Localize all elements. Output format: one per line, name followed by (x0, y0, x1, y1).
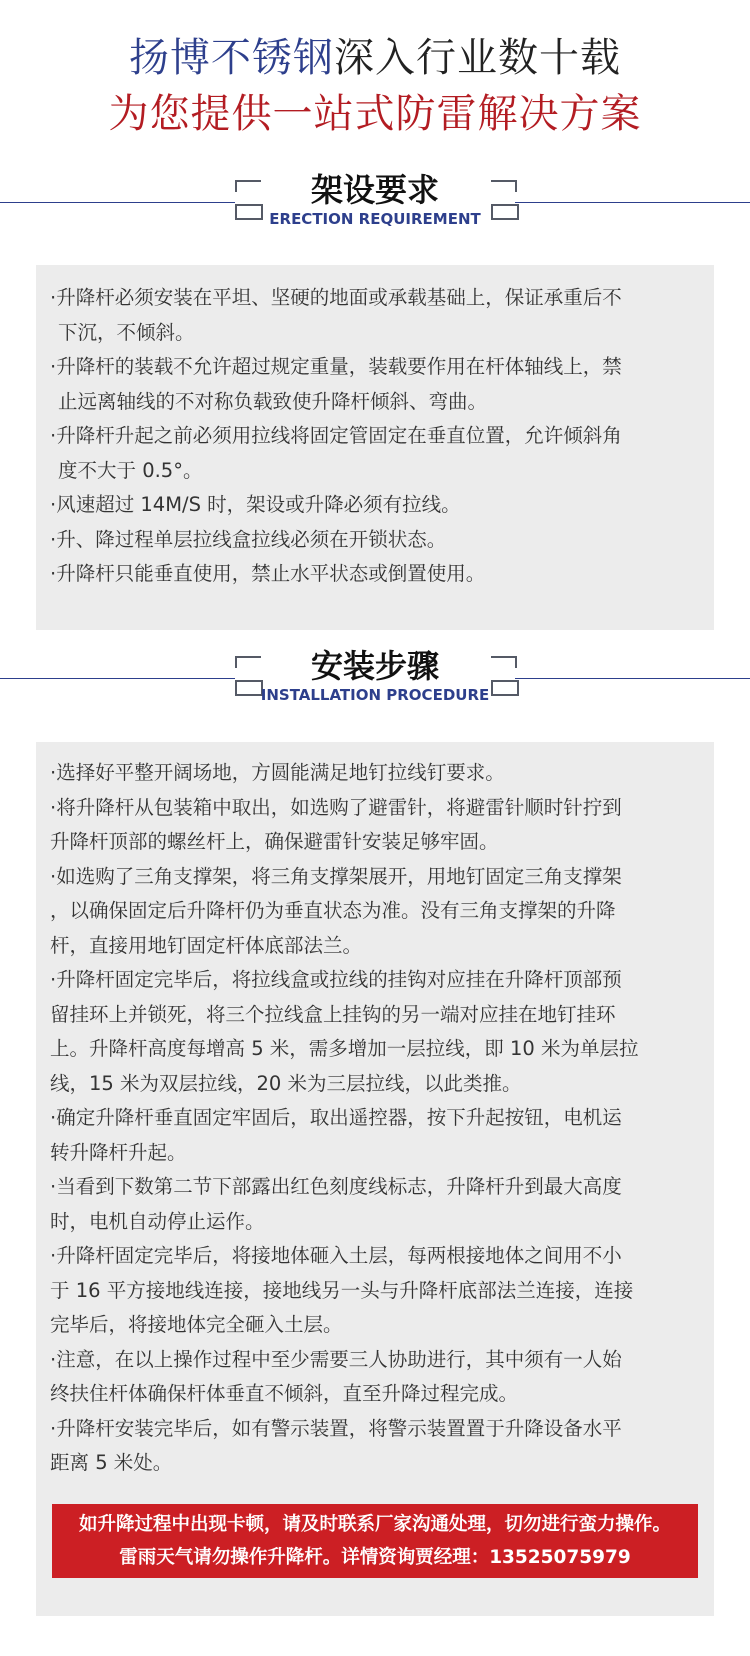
text-line: 时，电机自动停止运作。 (50, 1209, 265, 1233)
text-line: 上。升降杆高度每增高 5 米，需多增加一层拉线，即 10 米为单层拉 (50, 1037, 639, 1060)
section-title-installation (0, 648, 750, 708)
text-line: ·注意，在以上操作过程中至少需要三人协助进行，其中须有一人始 (50, 1347, 622, 1371)
warning-banner (52, 1504, 698, 1578)
text-line: ·升降杆固定完毕后，将接地体砸入土层，每两根接地体之间用不小 (50, 1244, 622, 1267)
list-item-text: ·升降杆的装载不允许超过规定重量，装载要作用在杆体轴线上，禁 (50, 355, 622, 378)
text-line: 完毕后，将接地体完全砸入土层。 (50, 1313, 343, 1336)
headline-1 (0, 30, 750, 86)
list-item-continuation: 止远离轴线的不对称负载致使升降杆倾斜、弯曲。 (58, 389, 488, 413)
text-line: 留挂环上并锁死，将三个拉线盒上挂钩的另一端对应挂在地钉挂环 (50, 1002, 616, 1026)
text-line: 线，15 米为双层拉线，20 米为三层拉线，以此类推。 (50, 1071, 522, 1095)
section-title-erection (0, 172, 750, 232)
installation-panel (36, 742, 714, 1616)
text-line: ·升降杆固定完毕后，将拉线盒或拉线的挂钩对应挂在升降杆顶部预 (50, 968, 622, 991)
text-line: 杆，直接用地钉固定杆体底部法兰。 (50, 933, 363, 957)
text-line: 终扶住杆体确保杆体垂直不倾斜，直至升降过程完成。 (50, 1382, 519, 1405)
warning-line-1: 如升降过程中出现卡顿，请及时联系厂家沟通处理，切勿进行蛮力操作。 (78, 1514, 671, 1535)
brand-name: 扬博不锈钢 (129, 35, 334, 81)
list-item (50, 488, 696, 523)
section-title-en: INSTALLATION PROCEDURE (260, 686, 490, 704)
text-line: ·将升降杆从包装箱中取出，如选购了避雷针，将避雷针顺时针拧到 (50, 795, 622, 819)
list-item (50, 281, 696, 350)
text-line: 升降杆顶部的螺丝杆上，确保避雷针安装足够牢固。 (50, 830, 499, 853)
text-line: ·确定升降杆垂直固定牢固后，取出遥控器，按下升起按钮，电机运 (50, 1106, 622, 1129)
text-line: ，以确保固定后升降杆仍为垂直状态为准。没有三角支撑架的升降 (50, 899, 616, 922)
section-title-cn: 架设要求 (310, 171, 439, 209)
list-item (50, 523, 696, 558)
list-item-text: ·升、降过程单层拉线盒拉线必须在开锁状态。 (50, 527, 447, 551)
section-title-en: ERECTION REQUIREMENT (269, 210, 481, 228)
list-item-text: ·升降杆升起之前必须用拉线将固定管固定在垂直位置，允许倾斜角 (50, 424, 622, 447)
headline-2: 为您提供一站式防雷解决方案 (108, 91, 642, 137)
text-line: ·升降杆安装完毕后，如有警示装置，将警示装置置于升降设备水平 (50, 1416, 622, 1440)
warning-line-2: 雷雨天气请勿操作升降杆。详情资询贾经理：13525075979 (119, 1547, 631, 1568)
list-item (50, 557, 696, 592)
list-item-continuation: 度不大于 0.5°。 (58, 458, 203, 482)
text-line: 转升降杆升起。 (50, 1140, 187, 1164)
installation-list (50, 756, 698, 1481)
text-line: ·当看到下数第二节下部露出红色刻度线标志，升降杆升到最大高度 (50, 1175, 622, 1198)
section-title-cn: 安装步骤 (310, 647, 439, 685)
list-item-text: ·风速超过 14M/S 时，架设或升降必须有拉线。 (50, 493, 461, 516)
list-item-continuation: 下沉，不倾斜。 (58, 320, 195, 344)
headline-1-rest: 深入行业数十载 (334, 35, 621, 81)
list-item-text: ·升降杆必须安装在平坦、坚硬的地面或承载基础上，保证承重后不 (50, 286, 622, 309)
erection-list (50, 281, 696, 592)
list-item-text: ·升降杆只能垂直使用，禁止水平状态或倒置使用。 (50, 562, 486, 585)
page-header (0, 30, 750, 142)
list-item (50, 419, 696, 488)
text-line: 距离 5 米处。 (50, 1451, 173, 1474)
text-line: ·如选购了三角支撑架，将三角支撑架展开，用地钉固定三角支撑架 (50, 864, 622, 888)
text-line: 于 16 平方接地线连接，接地线另一头与升降杆底部法兰连接，连接 (50, 1278, 634, 1302)
erection-panel (36, 265, 714, 630)
list-item (50, 350, 696, 419)
text-line: ·选择好平整开阔场地，方圆能满足地钉拉线钉要求。 (50, 761, 505, 784)
